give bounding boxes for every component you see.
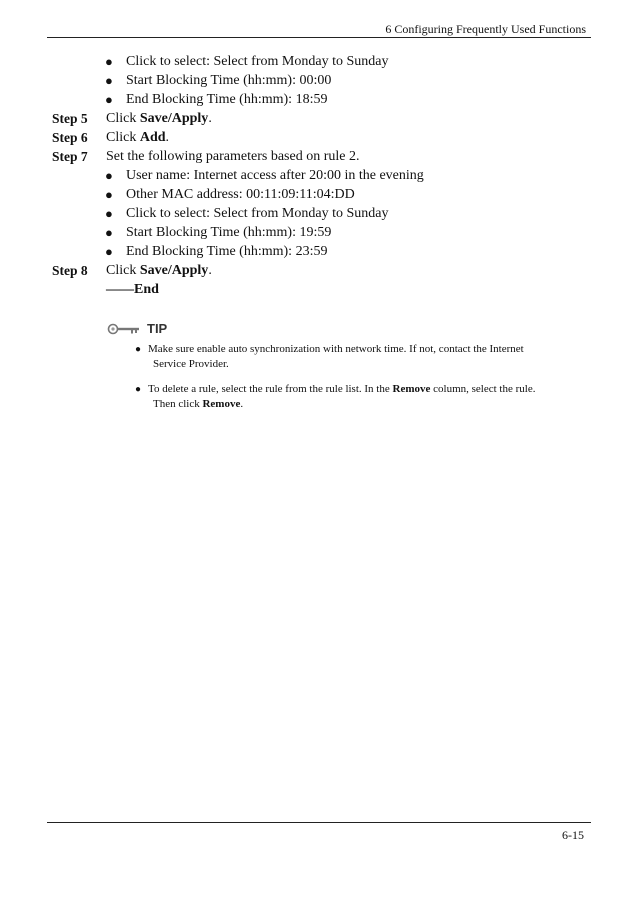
step-text xyxy=(106,261,212,280)
step-emphasis: Save/Apply xyxy=(139,263,209,278)
procedure-end xyxy=(52,280,592,308)
step-text: Set the following parameters based on rule 2. xyxy=(106,149,360,164)
list-item-text: User name: Internet access after 20:00 in the evening xyxy=(126,168,424,183)
tip-text-prefix: Then click xyxy=(153,398,203,410)
step-6 xyxy=(52,128,592,147)
step-text xyxy=(106,128,169,147)
step-label: Step 6 xyxy=(52,130,88,145)
step-5 xyxy=(52,109,592,128)
tip-emphasis: Remove xyxy=(392,383,431,395)
bullet-icon: ● xyxy=(135,384,142,395)
list-item-text: Start Blocking Time (hh:mm): 19:59 xyxy=(126,225,332,240)
list-item-text: Start Blocking Time (hh:mm): 00:00 xyxy=(126,73,332,88)
step-label: Step 8 xyxy=(52,263,88,278)
bullet-icon: ● xyxy=(135,344,142,355)
step-text-suffix: . xyxy=(208,111,212,126)
tip-label: TIP xyxy=(147,321,168,336)
bullet-icon: ● xyxy=(105,225,113,240)
tip-text xyxy=(148,397,578,412)
tip-text: Service Provider. xyxy=(153,358,229,370)
step-text-suffix: . xyxy=(208,263,212,278)
list-item xyxy=(52,204,592,223)
tip-text-suffix: column, select the rule. xyxy=(430,383,536,395)
bullet-icon: ● xyxy=(105,244,113,259)
step-emphasis: Add xyxy=(139,130,166,145)
tip-header xyxy=(107,320,587,340)
header-divider xyxy=(47,37,591,38)
list-item xyxy=(52,185,592,204)
list-item xyxy=(52,71,592,90)
list-item xyxy=(133,342,578,372)
step-text-prefix: Click xyxy=(106,111,140,126)
key-icon xyxy=(107,322,143,336)
step-text xyxy=(106,109,212,128)
step-label: Step 7 xyxy=(52,149,88,164)
list-item xyxy=(133,382,578,412)
procedure-steps xyxy=(52,52,592,308)
step-8 xyxy=(52,261,592,280)
list-item xyxy=(52,166,592,185)
step-text-suffix: . xyxy=(165,130,170,145)
tip-text-suffix: . xyxy=(240,398,244,410)
list-item xyxy=(52,90,592,109)
page-number: 6-15 xyxy=(562,828,584,842)
step-7 xyxy=(52,147,592,166)
bullet-icon: ● xyxy=(105,54,113,69)
list-item-text: End Blocking Time (hh:mm): 23:59 xyxy=(126,244,328,259)
footer-divider xyxy=(47,822,591,823)
tip-text xyxy=(148,382,578,397)
bullet-icon: ● xyxy=(105,73,113,88)
bullet-icon: ● xyxy=(105,92,113,107)
end-marker: ——End xyxy=(106,282,159,297)
step-text-prefix: Click xyxy=(106,263,140,278)
tip-text-prefix: To delete a rule, select the rule from the rule list. In the xyxy=(148,383,393,395)
list-item-text: Click to select: Select from Monday to Sunday xyxy=(126,206,389,221)
step-text-prefix: Click xyxy=(106,130,140,145)
tip-text: Make sure enable auto synchronization with network time. If not, contact the Internet xyxy=(148,343,524,355)
list-item xyxy=(52,223,592,242)
list-item-text: Click to select: Select from Monday to Sunday xyxy=(126,54,389,69)
step-label: Step 5 xyxy=(52,111,88,126)
tip-emphasis: Remove xyxy=(202,398,241,410)
bullet-icon: ● xyxy=(105,187,113,202)
tip-list xyxy=(133,342,578,422)
bullet-icon: ● xyxy=(105,206,113,221)
list-item-text: Other MAC address: 00:11:09:11:04:DD xyxy=(126,187,355,202)
list-item-text: End Blocking Time (hh:mm): 18:59 xyxy=(126,92,328,107)
list-item xyxy=(52,52,592,71)
chapter-title: 6 Configuring Frequently Used Functions xyxy=(385,22,586,36)
bullet-icon: ● xyxy=(105,168,113,183)
tip-box xyxy=(107,320,587,410)
list-item xyxy=(52,242,592,261)
step-emphasis: Save/Apply xyxy=(139,111,209,126)
